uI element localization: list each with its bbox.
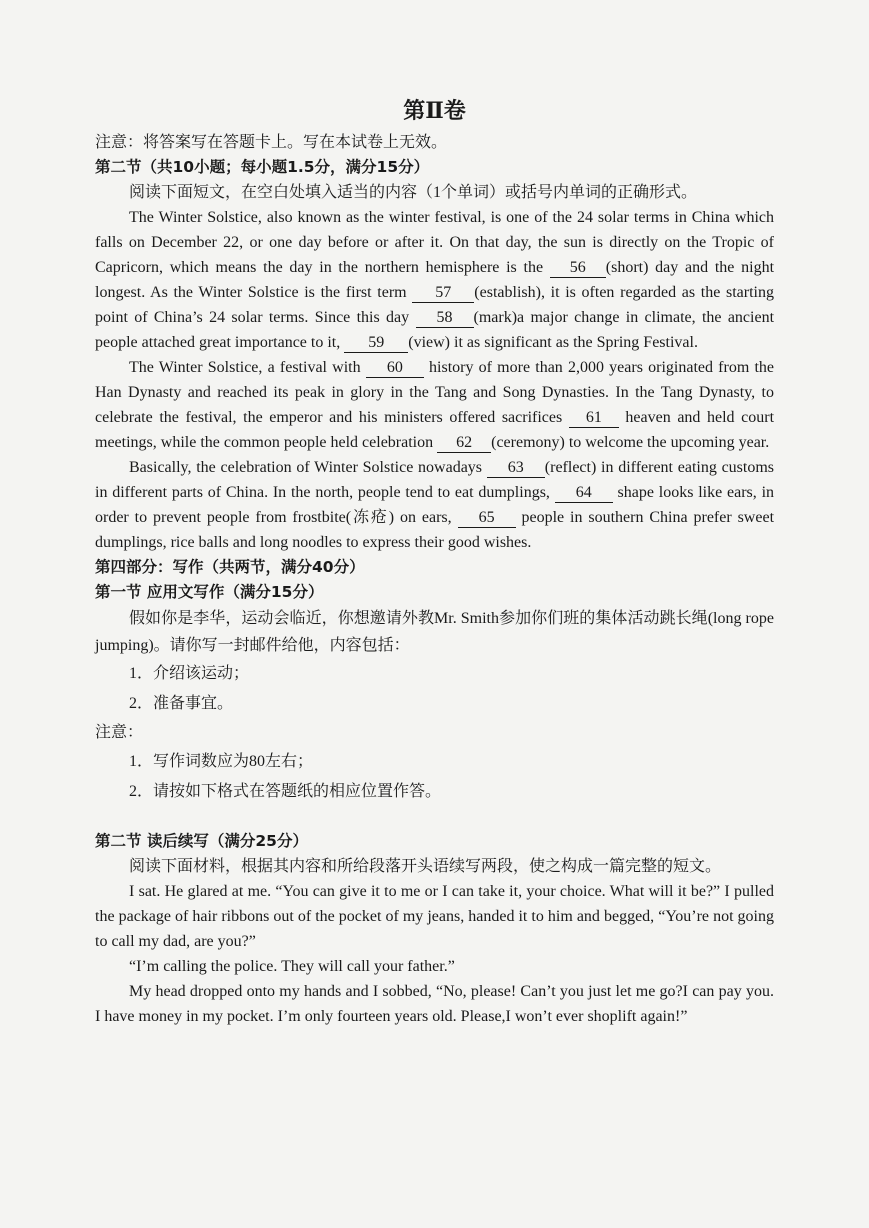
page-title: 第Ⅱ卷 bbox=[403, 98, 466, 124]
story-paragraph-2: “I’m calling the police. They will call your father.” bbox=[129, 958, 455, 975]
blank-63: 63 bbox=[487, 459, 545, 478]
passage-text: The Winter Solstice, also known as the winter festival, is one of the 24 solar terms in China which falls on December 22, or one day before or after it. On that day, the sun is directly on the Tropic of Capricorn, which means the day in the northern hemisphere is the bbox=[95, 209, 774, 276]
note-item-2: 2．请按如下格式在答题纸的相应位置作答。 bbox=[129, 783, 442, 800]
section2-instruction: 阅读下面短文，在空白处填入适当的内容（1个单词）或括号内单词的正确形式。 bbox=[129, 184, 698, 201]
section1-item-2: 2．准备事宜。 bbox=[129, 695, 234, 712]
section1-prompt: 假如你是李华，运动会临近，你想邀请外教Mr. Smith参加你们班的集体活动跳长绳(long rope jumping)。请你写一封邮件给他，内容包括： bbox=[95, 610, 774, 654]
passage-text: history of more than 2,000 years originated from the Han Dynasty and reached its peak in glory in the Tang and Song Dynasties. In the Tang Dynasty, to celebrate the festival, the emperor and his ministers offered sacrifices bbox=[95, 359, 775, 426]
passage-text: (establish), it is often regarded as the starting point of China’s 24 solar terms. Since this day bbox=[95, 284, 774, 326]
passage-paragraph-2 bbox=[95, 355, 774, 455]
blank-58: 58 bbox=[416, 309, 474, 328]
blank-65: 65 bbox=[458, 509, 516, 528]
passage-text: shape looks like ears, in order to prevent people from frostbite(冻疮) on ears, bbox=[95, 484, 775, 526]
passage-text: people in southern China prefer sweet dumplings, rice balls and long noodles to express their good wishes. bbox=[95, 509, 775, 551]
story-paragraph-1: I sat. He glared at me. “You can give it to me or I can take it, your choice. What will it be?” I pulled the package of hair ribbons out of the pocket of my jeans, handed it to him and begged, “You’re not going to call my dad, are you?” bbox=[95, 883, 774, 950]
passage-text: (reflect) in different eating customs in different parts of China. In the north, people tend to eat dumplings, bbox=[95, 459, 775, 501]
blank-64: 64 bbox=[555, 484, 613, 503]
section1-heading: 第一节 应用文写作（满分15分） bbox=[95, 583, 324, 601]
story-paragraph-3: My head dropped onto my hands and I sobbed, “No, please! Can’t you just let me go?I can pay you. I have money in my pocket. I’m only fourteen years old. Please,I won’t ever shoplift again!” bbox=[95, 983, 774, 1025]
passage-paragraph-1 bbox=[95, 205, 774, 355]
section1-item-1: 1．介绍该运动； bbox=[129, 665, 250, 682]
passage-text: (short) day and the night longest. As the Winter Solstice is the first term bbox=[95, 259, 775, 301]
blank-62: 62 bbox=[437, 434, 491, 453]
passage-text: (ceremony) to welcome the upcoming year. bbox=[491, 434, 770, 451]
blank-61: 61 bbox=[569, 409, 619, 428]
passage-text: heaven and held court meetings, while the common people held celebration bbox=[95, 409, 775, 451]
notes-label: 注意： bbox=[95, 724, 144, 741]
passage-text: Basically, the celebration of Winter Solstice nowadays bbox=[129, 459, 483, 476]
blank-60: 60 bbox=[366, 359, 424, 378]
passage-text: The Winter Solstice, a festival with bbox=[129, 359, 361, 376]
blank-57: 57 bbox=[412, 284, 474, 303]
blank-59: 59 bbox=[344, 334, 408, 353]
section2-writing-instruction: 阅读下面材料，根据其内容和所给段落开头语续写两段，使之构成一篇完整的短文。 bbox=[129, 858, 722, 875]
passage-text: (mark)a major change in climate, the ancient people attached great importance to it, bbox=[95, 309, 775, 351]
notice: 注意：将答案写在答题卡上。写在本试卷上无效。 bbox=[95, 134, 448, 151]
section2-heading: 第二节（共10小题；每小题1.5分，满分15分） bbox=[95, 158, 430, 176]
section2-writing-heading: 第二节 读后续写（满分25分） bbox=[95, 832, 308, 850]
part4-heading: 第四部分：写作（共两节，满分40分） bbox=[95, 558, 365, 576]
blank-56: 56 bbox=[550, 259, 606, 278]
passage-text: (view) it as significant as the Spring Festival. bbox=[408, 334, 698, 351]
passage-paragraph-3 bbox=[95, 455, 774, 555]
note-item-1: 1．写作词数应为80左右； bbox=[129, 753, 314, 770]
